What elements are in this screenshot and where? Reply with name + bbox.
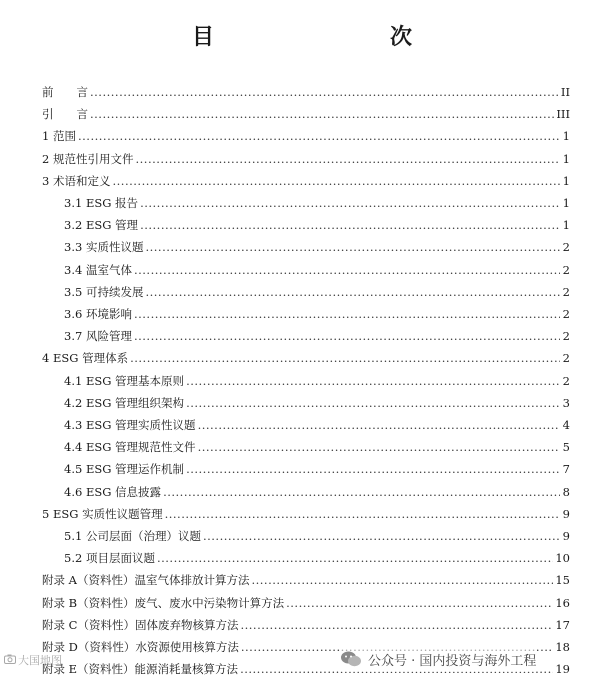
toc-entry-label: 3.7 风险管理 [64,329,132,344]
dot-leader [163,482,560,502]
toc-entry-label: 5 ESG 实质性议题管理 [42,506,163,521]
toc-entry[interactable] [42,570,570,590]
dot-leader [78,126,560,146]
dot-leader [134,304,560,324]
toc-entry[interactable] [42,149,570,169]
toc-entry-label: 附录 D（资料性）水资源使用核算方法 [42,640,239,654]
dot-leader [112,171,560,191]
toc-entry-page: 1 [562,196,570,210]
dot-leader [140,193,560,213]
toc-entry-label: 3.5 可持续发展 [64,284,144,299]
dot-leader [134,260,560,280]
wechat-icon [340,650,362,668]
toc-entry[interactable] [64,393,570,413]
toc-entry-page: 18 [555,640,570,654]
toc-entry[interactable] [42,615,570,635]
toc-entry-label: 4.2 ESG 管理组织架构 [64,395,185,410]
toc-entry[interactable] [42,593,570,613]
dot-leader [90,82,559,102]
toc-entry-label: 附录 A（资料性）温室气体排放计算方法 [42,573,250,588]
toc-entry[interactable] [64,237,570,257]
toc-entry-page: 7 [562,462,570,477]
dot-leader [240,615,553,635]
toc-entry-label: 4 ESG 管理体系 [42,351,129,366]
toc-entry-label: 3.4 温室气体 [64,262,132,277]
toc-entry-label: 附录 B（资料性）废气、废水中污染物计算方法 [42,595,285,610]
toc-entry-label: 5.2 项目层面议题 [64,551,155,566]
toc-entry-page: 16 [555,595,570,610]
toc-entry-page: 2 [562,373,570,388]
dot-leader [145,282,560,302]
toc-entry[interactable] [42,348,570,368]
toc-entry[interactable] [64,526,570,546]
toc-entry-label: 1 范围 [42,129,76,144]
dot-leader [198,415,560,435]
toc-entry[interactable] [42,82,570,102]
toc-entry[interactable] [64,415,570,435]
toc-entry-page: 2 [562,240,570,255]
toc-entry[interactable] [42,171,570,191]
toc-entry-label: 3.2 ESG 管理 [64,218,139,233]
toc-entry-label: 2 规范性引用文件 [42,151,134,166]
toc-entry-label: 3.3 实质性议题 [64,240,144,255]
toc-entry-page: 9 [562,529,570,543]
dot-leader [90,104,554,124]
toc-entry-label: 4.1 ESG 管理基本原则 [64,373,185,388]
toc-entry-label: 4.4 ESG 管理规范性文件 [64,440,196,455]
toc-entry-page: 10 [555,551,570,566]
toc-entry-label: 附录 E（资料性）能源消耗量核算方法 [42,662,239,677]
toc-entry[interactable] [42,104,570,124]
toc-entry-page: 5 [562,440,570,455]
dot-leader [251,570,553,590]
toc-entry-page: III [556,107,570,122]
wechat-watermark [340,646,536,672]
watermark-left [4,652,62,668]
toc-entry-page: II [560,85,570,99]
toc-entry-page: 2 [562,329,570,344]
toc-entry[interactable] [64,548,570,568]
toc-entry[interactable] [64,371,570,391]
dot-leader [140,215,560,235]
toc-entry-label: 引 言 [42,107,88,122]
dot-leader [186,393,560,413]
toc-entry[interactable] [64,482,570,502]
toc-entry-page: 9 [562,506,570,521]
toc-entry[interactable] [64,304,570,324]
dot-leader [134,326,560,346]
toc-entry-label: 4.3 ESG 管理实质性议题 [64,418,196,432]
dot-leader [135,149,560,169]
toc-entry-page: 15 [555,573,570,588]
toc-entry-label: 5.1 公司层面（治理）议题 [64,529,201,543]
toc-entry[interactable] [64,437,570,457]
dot-leader [286,593,553,613]
toc-entry-label: 前 言 [42,85,88,99]
toc-entry-page: 1 [562,151,570,166]
toc-entry-page: 2 [562,307,570,321]
toc-entry[interactable] [64,215,570,235]
toc-entry[interactable] [42,504,570,524]
toc-entry[interactable] [64,193,570,213]
dot-leader [157,548,553,568]
wechat-watermark-text: 公众号 · 国内投资与海外工程 [368,653,537,669]
toc-entry-label: 4.5 ESG 管理运作机制 [64,462,185,477]
toc-entry-page: 3 [562,395,570,410]
dot-leader [165,504,560,524]
toc-entry-page: 2 [562,262,570,277]
toc-entry-label: 3.1 ESG 报告 [64,196,139,210]
toc-entry-page: 17 [555,617,570,632]
toc-entry[interactable] [64,260,570,280]
toc-entry-page: 19 [555,662,570,677]
page-title: 目 次 [191,24,456,50]
dot-leader [145,237,560,257]
toc-entry-page: 2 [562,351,570,366]
dot-leader [203,526,560,546]
toc-entry-label: 3 术语和定义 [42,173,111,188]
toc-entry-page: 1 [562,129,570,144]
watermark-left-text: 大国地图 [18,654,62,667]
dot-leader [186,371,560,391]
toc-entry-page: 2 [562,284,570,299]
dot-leader [198,437,560,457]
camera-icon [4,654,16,667]
toc-entry-label: 4.6 ESG 信息披露 [64,484,162,499]
toc-entry-label: 3.6 环境影响 [64,307,132,321]
toc-entry[interactable] [42,126,570,146]
dot-leader [186,459,560,479]
toc-entry[interactable] [64,326,570,346]
toc-entry-page: 4 [562,418,570,432]
dot-leader [130,348,560,368]
toc-entry-label: 附录 C（资料性）固体废弃物核算方法 [42,617,239,632]
toc-entry-page: 1 [562,173,570,188]
toc-entry[interactable] [64,282,570,302]
toc-entry[interactable] [64,459,570,479]
toc-entry-page: 8 [562,484,570,499]
toc-entry-page: 1 [562,218,570,233]
